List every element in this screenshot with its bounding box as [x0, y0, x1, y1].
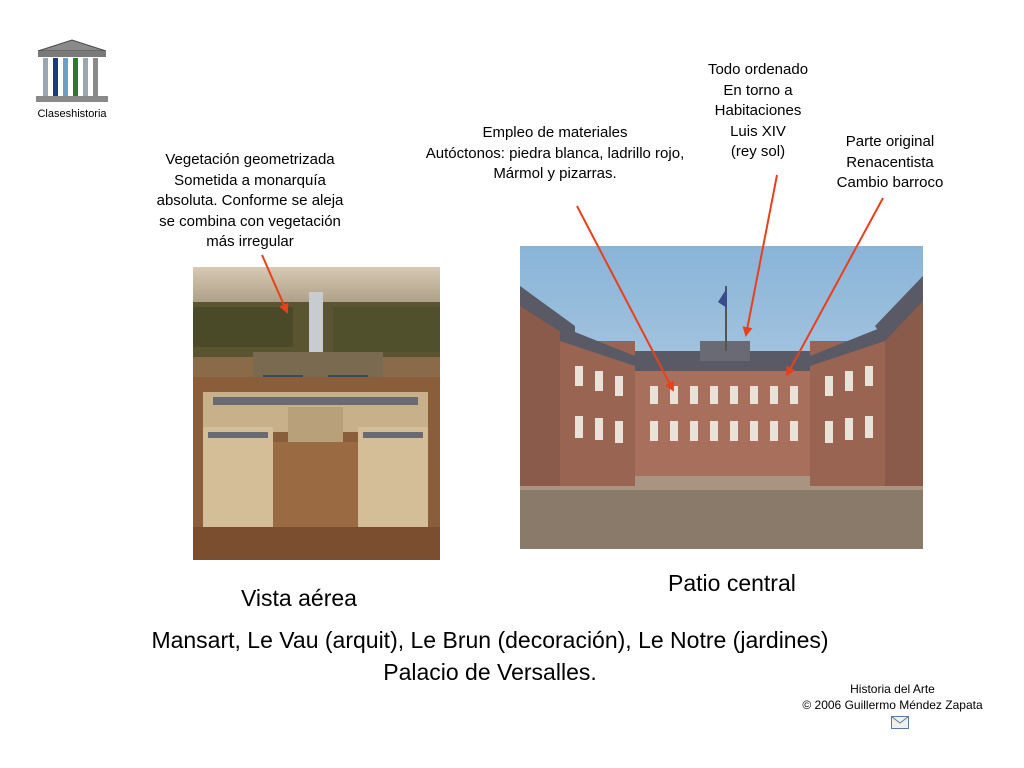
annotation-order: Todo ordenado En torno a Habitaciones Luis XIV (rey sol) [707, 61, 809, 160]
caption-courtyard: Patio central [668, 570, 796, 596]
logo [20, 38, 124, 128]
annotation-original: Parte original Renacentista Cambio barroco [836, 133, 944, 191]
mail-icon[interactable] [891, 716, 909, 729]
greek-temple-icon [20, 38, 124, 104]
slide-title: Mansart, Le Vau (arquit), Le Brun (decoración), Le Notre (jardines) Palacio de Versalles. [151, 627, 829, 685]
caption-aerial: Vista aérea [241, 585, 357, 611]
footer-credits: Historia del Arte © 2006 Guillermo Méndez Zapata [802, 682, 983, 712]
annotation-vegetation: Vegetación geometrizada Sometida a monarquía absoluta. Conforme se aleja se combina con vegetación más irregular [156, 151, 344, 250]
logo-label: Claseshistoria [37, 108, 107, 120]
aerial-view-photo [193, 267, 440, 560]
annotation-materials: Empleo de materiales Autóctonos: piedra blanca, ladrillo rojo, Mármol y pizarras. [425, 124, 685, 182]
courtyard-photo [520, 246, 923, 549]
